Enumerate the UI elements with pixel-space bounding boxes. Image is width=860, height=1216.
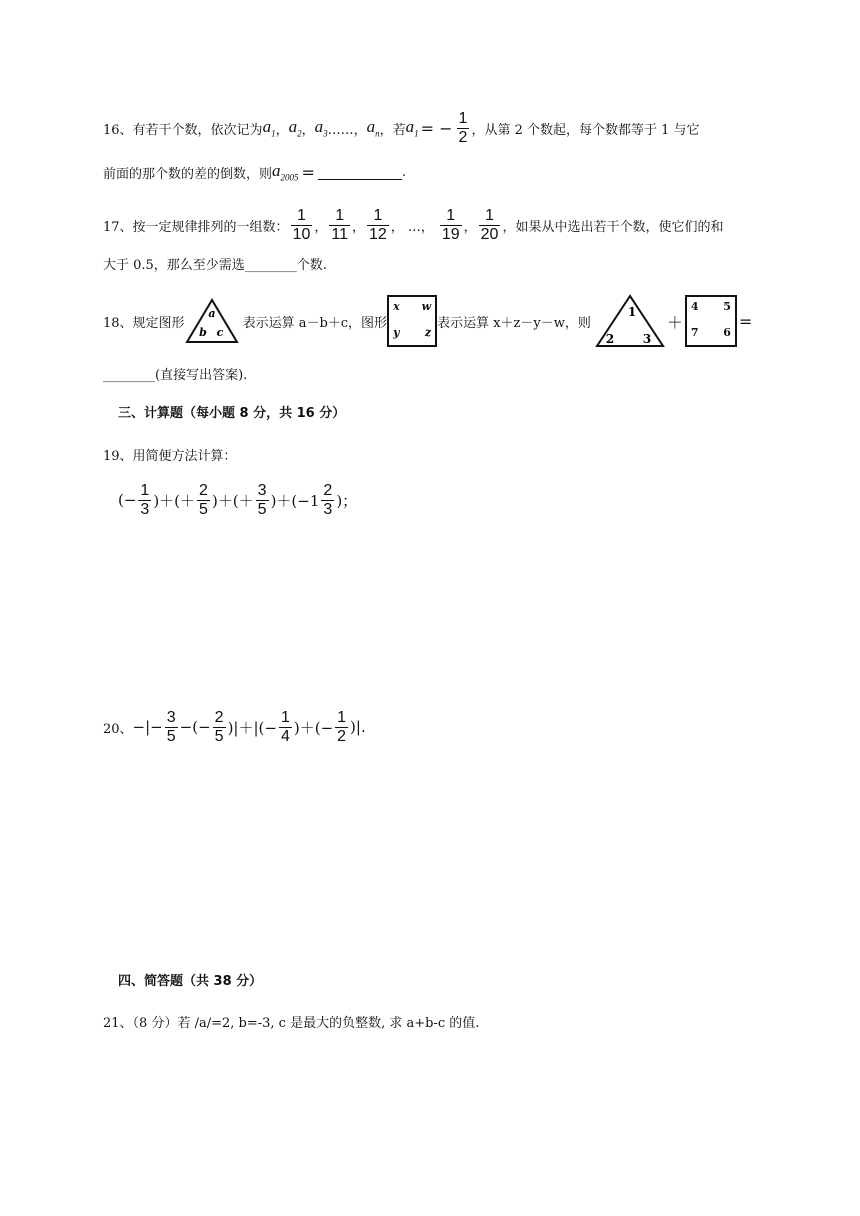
q21-text: 21、（8 分）若 /a/=2, b=-3, c 是最大的负整数, 求 a+b-c 的值. — [103, 1015, 480, 1031]
q19-frac-4: $\frac{2}{3}$ — [323, 481, 333, 518]
q19-frac-3: $\frac{3}{5}$ — [257, 481, 267, 518]
square-4576-icon: 4 5 7 6 — [685, 295, 737, 347]
q16-number: 16、 — [103, 122, 133, 138]
q18-text-4: ________(直接写出答案). — [103, 367, 248, 383]
q17-frac-3: $\frac{1}{12}$ — [369, 206, 387, 243]
q17-line2 — [103, 252, 327, 274]
q18-line1 — [103, 292, 752, 350]
section-3-heading: 三、计算题（每小题 8 分，共 16 分） — [118, 405, 346, 421]
q17-text-2: ，如果从中选出若干个数，使它们的和 — [502, 219, 724, 235]
q16-fraction: $\frac{1}{2}$ — [458, 109, 468, 146]
square-xwyz-icon: x w y z — [387, 295, 437, 347]
q20-number: 20、 — [103, 721, 133, 737]
q19-frac-1: $\frac{1}{3}$ — [140, 481, 150, 518]
q20-frac-2: $\frac{2}{5}$ — [214, 708, 224, 745]
q17-frac-4: $\frac{1}{19}$ — [441, 206, 460, 243]
triangle-abc-icon — [185, 297, 239, 345]
tri2-right-label: 3 — [642, 332, 652, 346]
tri1-left-label: b — [198, 326, 207, 339]
q16-text-3: ，从第 2 个数起，每个数都等于 1 与它 — [471, 122, 700, 138]
q18-text-3: 表示运算 x＋z－y－w，则 — [437, 315, 591, 331]
q18-plus: ＋ — [666, 312, 683, 332]
q20-expression: 20、 −|− $\frac{3}{5}$ −(− $\frac{2}{5}$ )|＋|(− $\frac{1}{4}$ )＋(− $\frac{1}{2}$ )|. — [103, 708, 366, 745]
q16-text-2: ，若 — [379, 122, 406, 138]
q18-text-1: 规定图形 — [132, 315, 185, 331]
q17-number: 17、 — [103, 219, 133, 235]
q19-expression: (− $\frac{1}{3}$ )＋(＋ $\frac{2}{5}$ )＋(＋ $\frac{3}{5}$ )＋(−1 $\frac{2}{3}$ )； — [118, 481, 358, 518]
q18-text-2: 表示运算 a－b＋c，图形 — [242, 315, 388, 331]
q17-frac-5: $\frac{1}{20}$ — [480, 206, 499, 243]
q17-text-3: 大于 0.5，那么至少需选________个数. — [103, 257, 327, 273]
q18-number: 18、 — [103, 315, 133, 331]
q16-text-4: 前面的那个数的差的倒数，则 — [103, 166, 273, 182]
q18-equals: = — [738, 311, 753, 331]
tri1-right-label: c — [216, 326, 223, 339]
q17-text-1: 按一定规律排列的一组数： — [132, 219, 289, 235]
tri1-top-label: a — [207, 307, 216, 320]
section-4-heading: 四、简答题（共 38 分） — [118, 973, 263, 989]
tri2-top-label: 1 — [627, 305, 637, 319]
q20-frac-1: $\frac{3}{5}$ — [166, 708, 176, 745]
q20-frac-4: $\frac{1}{2}$ — [337, 708, 347, 745]
q16-answer-blank[interactable] — [318, 165, 402, 180]
q18-line2 — [103, 362, 247, 384]
q20-frac-3: $\frac{1}{4}$ — [280, 708, 290, 745]
q16-dots: ……， — [327, 122, 367, 138]
q17-frac-2: $\frac{1}{11}$ — [331, 206, 348, 243]
q16-line1: 16、 有若干个数，依次记为 $a_1$ ， $a_2$ ， $a_3$ ……， $a_n$ ，若 $a_1$ = − $\frac{1}{2}$ ，从第 2 个数起，每个数都等于 1 与它 — [103, 109, 700, 146]
q19-frac-2: $\frac{2}{5}$ — [199, 481, 208, 518]
q19-title: 19、用简便方法计算： — [103, 448, 237, 464]
q16-text-1: 有若干个数，依次记为 — [132, 122, 263, 138]
q16-eq: = − — [420, 118, 453, 138]
triangle-123-icon — [595, 293, 665, 349]
tri2-left-label: 2 — [605, 332, 615, 346]
q17-line1: 17、 按一定规律排列的一组数： $\frac{1}{10}$ ， $\frac{1}{11}$ ， $\frac{1}{12}$ ， …， $\frac{1}{19}$ ， $\frac{1}{20}$ ，如果从中选出若干个数，使它们的和 — [103, 206, 724, 243]
q17-frac-1: $\frac{1}{10}$ — [292, 206, 311, 243]
q16-line2: 前面的那个数的差的倒数，则 $a_{2005}$ = . — [103, 161, 407, 183]
